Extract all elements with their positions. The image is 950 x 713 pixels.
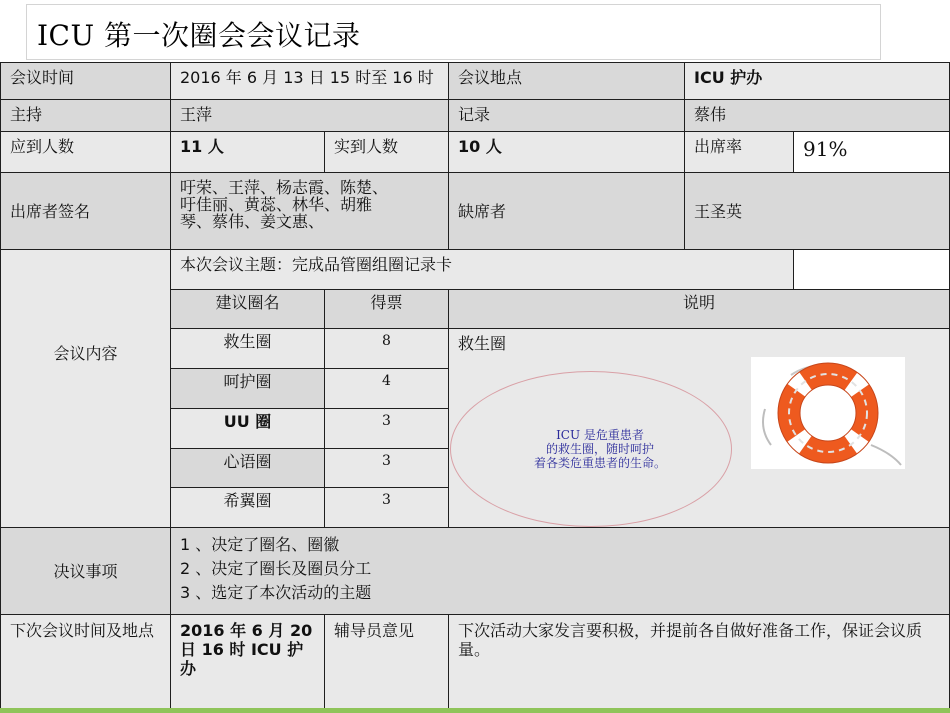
signatures-label: 出席者签名	[0, 172, 171, 250]
lifebuoy-image	[751, 357, 905, 469]
votes-header: 得票	[324, 289, 449, 329]
expected-count-value: 11 人	[170, 131, 325, 173]
resolutions-label: 决议事项	[0, 527, 171, 615]
meeting-time-label: 会议时间	[0, 62, 171, 100]
description-oval	[450, 371, 732, 527]
circle-name-cell: 希翼圈	[170, 487, 325, 528]
host-value: 王萍	[170, 99, 449, 132]
signatures-line-1: 吁荣、王萍、杨志霞、陈楚、	[180, 178, 389, 197]
meeting-topic: 本次会议主题：完成品管圈组圈记录卡	[170, 249, 795, 290]
circle-votes-cell: 3	[324, 448, 449, 488]
circle-votes-cell: 4	[324, 368, 449, 409]
absent-label: 缺席者	[448, 172, 685, 250]
description-title: 救生圈	[458, 334, 507, 353]
resolution-item: 2 、决定了圈长及圈员分工	[180, 559, 372, 578]
page-title: ICU 第一次圈会会议记录	[37, 19, 361, 52]
attendance-rate-value: 91%	[793, 131, 950, 173]
proposed-name-header: 建议圈名	[170, 289, 325, 329]
meeting-place-value: ICU 护办	[684, 62, 950, 100]
signatures-line-3: 琴、蔡伟、姜文惠、	[180, 212, 325, 231]
circle-name-cell: 心语圈	[170, 448, 325, 488]
recorder-label: 记录	[448, 99, 685, 132]
circle-name-cell: UU 圈	[170, 408, 325, 449]
circle-name-cell: 呵护圈	[170, 368, 325, 409]
oval-text-line-3: 着各类危重患者的生命。	[533, 456, 666, 470]
next-meeting-label: 下次会议时间及地点	[0, 614, 171, 710]
recorder-value: 蔡伟	[684, 99, 950, 132]
expected-count-label: 应到人数	[0, 131, 171, 173]
resolutions-list	[170, 527, 950, 615]
topic-empty-cell	[793, 249, 950, 290]
resolution-item: 3 、选定了本次活动的主题	[180, 583, 372, 602]
circle-votes-cell: 3	[324, 408, 449, 449]
oval-text-line-2: 的救生圈，随时呵护	[545, 442, 654, 456]
next-meeting-value: 2016 年 6 月 20 日 16 时 ICU 护办	[170, 614, 325, 710]
description-header: 说明	[448, 289, 950, 329]
advisor-opinion-text: 下次活动大家发言要积极，并提前各自做好准备工作，保证会议质量。	[448, 614, 950, 710]
absent-value: 王圣英	[684, 172, 950, 250]
signatures-line-2: 吁佳丽、黄蕊、林华、胡雅	[180, 195, 373, 214]
meeting-content-label: 会议内容	[0, 249, 171, 528]
oval-text	[516, 428, 666, 470]
circle-name-cell: 救生圈	[170, 328, 325, 369]
actual-count-value: 10 人	[448, 131, 685, 173]
oval-text-line-1: ICU 是危重患者	[556, 428, 644, 442]
meeting-place-label: 会议地点	[448, 62, 685, 100]
circle-votes-cell: 3	[324, 487, 449, 528]
advisor-opinion-label: 辅导员意见	[324, 614, 449, 710]
resolution-item: 1 、决定了圈名、圈徽	[180, 535, 340, 554]
attendance-rate-label: 出席率	[684, 131, 794, 173]
footer-line	[0, 708, 950, 713]
host-label: 主持	[0, 99, 171, 132]
title-box	[26, 4, 881, 60]
lifebuoy-icon	[751, 357, 905, 469]
signatures-value	[170, 172, 449, 250]
actual-count-label: 实到人数	[324, 131, 449, 173]
circle-votes-cell: 8	[324, 328, 449, 369]
meeting-time-value: 2016 年 6 月 13 日 15 时至 16 时	[170, 62, 449, 100]
